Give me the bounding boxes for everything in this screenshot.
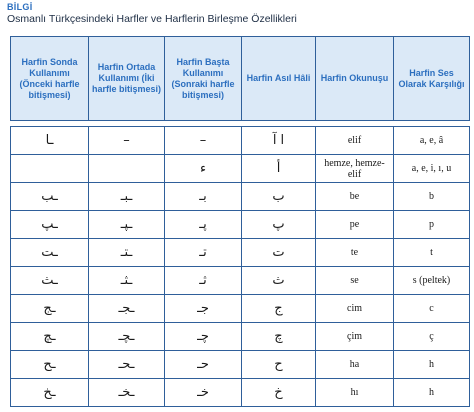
cell-ortada: ـچـ [89,323,165,351]
letters-table [10,36,470,407]
cell-sonda: ـج [11,295,89,323]
cell-asil: ت [242,239,316,267]
cell-ses: s (peltek) [394,267,470,295]
cell-ses: b [394,183,470,211]
cell-sonda: ـب [11,183,89,211]
cell-okunus: elif [316,127,394,155]
cell-basta: حـ [165,351,242,379]
cell-ses: h [394,351,470,379]
column-header-ses: Harfin Ses Olarak Karşılığı [394,37,470,121]
cell-basta: پـ [165,211,242,239]
cell-ortada: ـبـ [89,183,165,211]
cell-asil: خ [242,379,316,407]
table-row [11,267,470,295]
cell-basta: چـ [165,323,242,351]
cell-ses: a, e, â [394,127,470,155]
cell-basta: جـ [165,295,242,323]
cell-okunus: pe [316,211,394,239]
cell-sonda: ـپ [11,211,89,239]
cell-ortada: ـخـ [89,379,165,407]
cell-ses: a, e, i, ı, u [394,155,470,183]
cell-ortada: ـتـ [89,239,165,267]
cell-okunus: ha [316,351,394,379]
table-row [11,127,470,155]
column-header-sonda: Harfin Sonda Kullanımı (Önceki harfle bitişmesi) [11,37,89,121]
info-header [7,2,467,26]
table-row [11,155,470,183]
cell-okunus: cim [316,295,394,323]
cell-basta: بـ [165,183,242,211]
table-row [11,239,470,267]
cell-ortada: ـجـ [89,295,165,323]
cell-basta: خـ [165,379,242,407]
cell-sonda: ـا [11,127,89,155]
table-body [11,121,470,407]
cell-ortada: ـثـ [89,267,165,295]
cell-ortada: – [89,127,165,155]
table-row [11,379,470,407]
cell-asil: أ [242,155,316,183]
table-row [11,351,470,379]
cell-ortada: ـحـ [89,351,165,379]
cell-asil: ا آ [242,127,316,155]
cell-asil: ج [242,295,316,323]
cell-sonda [11,155,89,183]
cell-basta: ء [165,155,242,183]
cell-okunus: se [316,267,394,295]
table-header-row [11,37,470,121]
cell-basta: – [165,127,242,155]
table-row [11,183,470,211]
cell-ses: t [394,239,470,267]
cell-asil: پ [242,211,316,239]
cell-okunus: hemze, hemze-elif [316,155,394,183]
cell-basta: ثـ [165,267,242,295]
cell-ortada [89,155,165,183]
info-tag: BİLGİ [7,2,33,12]
cell-sonda: ـخ [11,379,89,407]
table-row [11,295,470,323]
cell-ses: h [394,379,470,407]
cell-asil: ب [242,183,316,211]
cell-ortada: ـپـ [89,211,165,239]
cell-sonda: ـث [11,267,89,295]
cell-asil: ح [242,351,316,379]
cell-basta: تـ [165,239,242,267]
cell-sonda: ـچ [11,323,89,351]
column-header-asil: Harfin Asıl Hâli [242,37,316,121]
column-header-ortada: Harfin Ortada Kullanımı (İki harfle bitişmesi) [89,37,165,121]
cell-asil: ث [242,267,316,295]
column-header-basta: Harfin Başta Kullanımı (Sonraki harfle bitişmesi) [165,37,242,121]
cell-sonda: ـت [11,239,89,267]
column-header-okunus: Harfin Okunuşu [316,37,394,121]
cell-ses: p [394,211,470,239]
table-row [11,323,470,351]
cell-okunus: çim [316,323,394,351]
page-title: Osmanlı Türkçesindeki Harfler ve Harflerin Birleşme Özellikleri [7,13,297,25]
cell-okunus: te [316,239,394,267]
cell-asil: چ [242,323,316,351]
table-row [11,211,470,239]
cell-okunus: hı [316,379,394,407]
cell-ses: c [394,295,470,323]
cell-sonda: ـح [11,351,89,379]
cell-okunus: be [316,183,394,211]
cell-ses: ç [394,323,470,351]
